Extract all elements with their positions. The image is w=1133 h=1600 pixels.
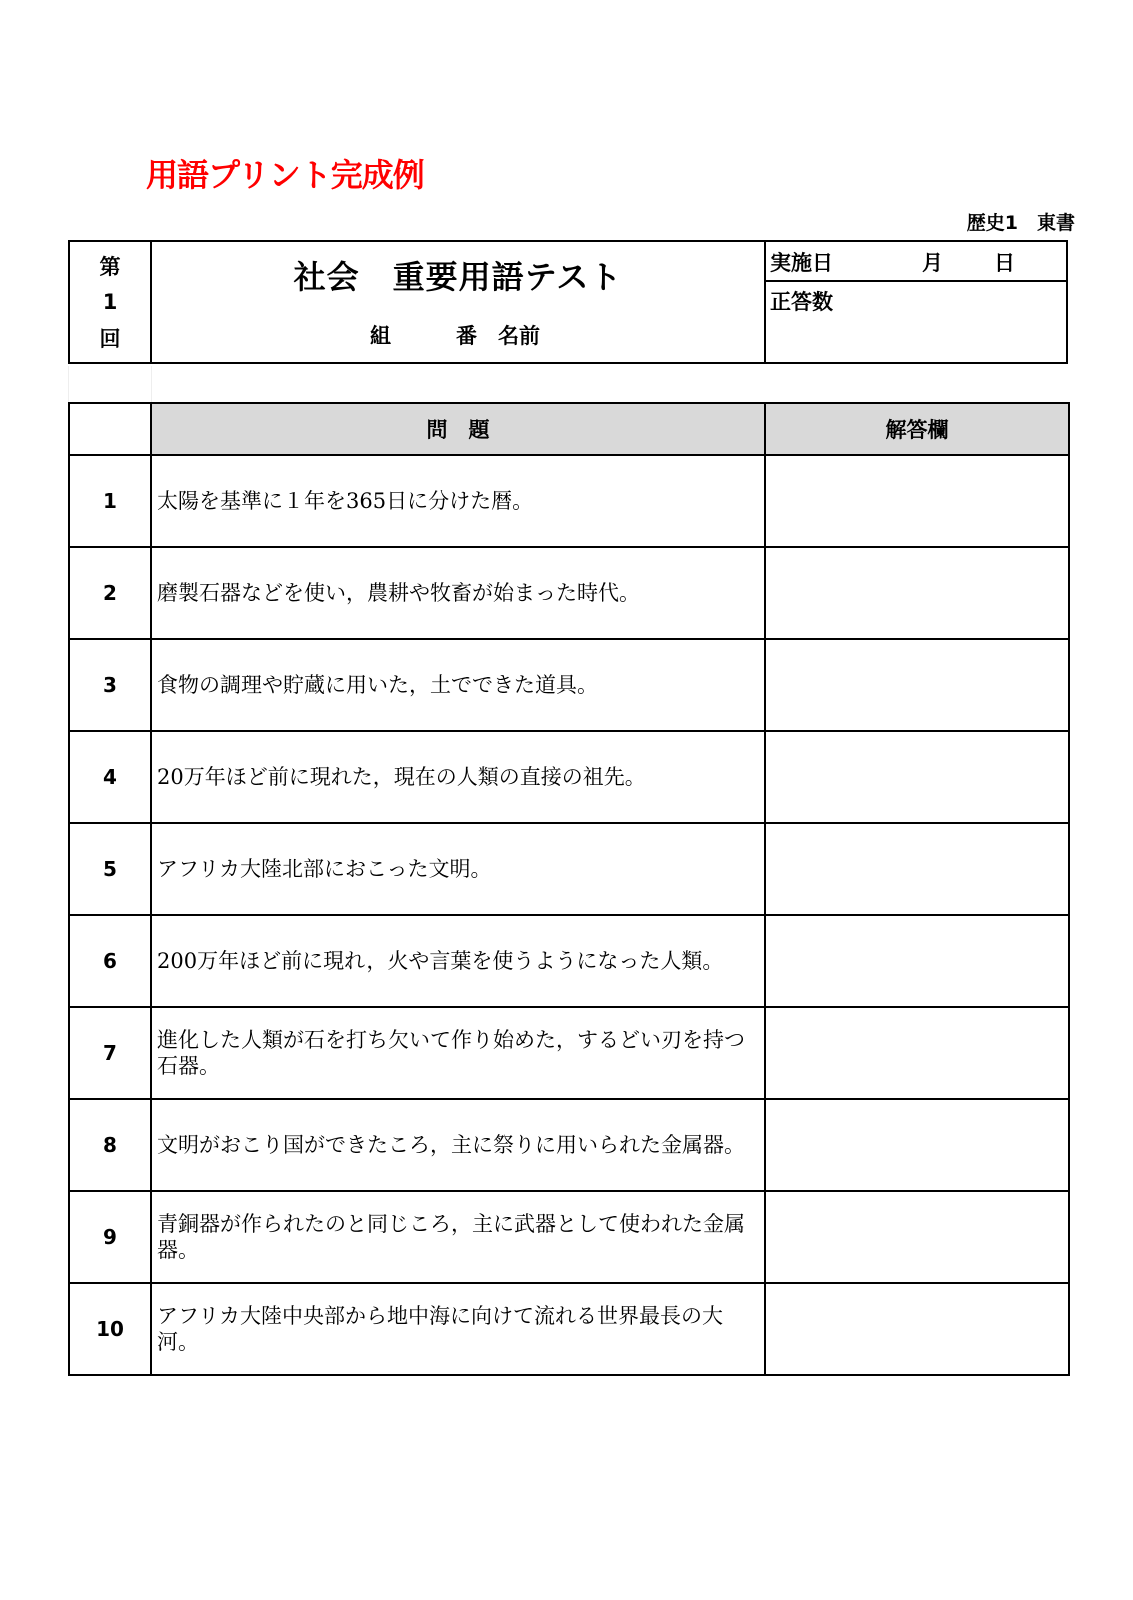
table-row xyxy=(69,1191,1069,1283)
question-rows xyxy=(69,455,1069,1375)
subject-tag: 歴史1 東書 xyxy=(966,212,1075,234)
day-label: 日 xyxy=(994,251,1015,275)
question-text: 進化した人類が石を打ち欠いて作り始めた，するどい刃を持つ石器。 xyxy=(151,1007,765,1099)
question-number: 2 xyxy=(69,547,151,639)
table-row xyxy=(69,639,1069,731)
test-title: 社会 重要用語テスト xyxy=(293,258,623,296)
number-label: 番 xyxy=(456,324,477,348)
name-label: 名前 xyxy=(498,324,540,348)
answer-cell[interactable] xyxy=(765,1191,1069,1283)
table-row xyxy=(69,1099,1069,1191)
round-number: 1 xyxy=(102,289,118,314)
question-table xyxy=(68,402,1070,1376)
table-row xyxy=(69,915,1069,1007)
month-label: 月 xyxy=(922,251,943,275)
answer-cell[interactable] xyxy=(765,639,1069,731)
question-text: 20万年ほど前に現れた，現在の人類の直接の祖先。 xyxy=(151,731,765,823)
answer-cell[interactable] xyxy=(765,455,1069,547)
answer-cell[interactable] xyxy=(765,915,1069,1007)
table-row xyxy=(69,731,1069,823)
test-header xyxy=(68,240,1068,364)
number-column-header xyxy=(69,403,151,455)
question-text: アフリカ大陸北部におこった文明。 xyxy=(151,823,765,915)
question-number: 3 xyxy=(69,639,151,731)
question-text: 磨製石器などを使い，農耕や牧畜が始まった時代。 xyxy=(151,547,765,639)
question-number: 9 xyxy=(69,1191,151,1283)
question-number: 8 xyxy=(69,1099,151,1191)
question-text: 太陽を基準に１年を365日に分けた暦。 xyxy=(151,455,765,547)
table-row xyxy=(69,547,1069,639)
answer-cell[interactable] xyxy=(765,1099,1069,1191)
score-label: 正答数 xyxy=(770,290,833,314)
question-text: 200万年ほど前に現れ，火や言葉を使うようになった人類。 xyxy=(151,915,765,1007)
date-row xyxy=(766,242,1066,282)
question-text: 青銅器が作られたのと同じころ，主に武器として使われた金属器。 xyxy=(151,1191,765,1283)
spacer-strip xyxy=(68,366,152,402)
answer-column-header: 解答欄 xyxy=(765,403,1069,455)
question-number: 1 xyxy=(69,455,151,547)
answer-cell[interactable] xyxy=(765,731,1069,823)
table-row xyxy=(69,455,1069,547)
question-number: 6 xyxy=(69,915,151,1007)
print-title-banner: 用語プリント完成例 xyxy=(146,156,424,194)
question-column-header: 問 題 xyxy=(151,403,765,455)
round-label-bottom: 回 xyxy=(99,327,121,352)
title-cell xyxy=(152,242,766,362)
question-number: 10 xyxy=(69,1283,151,1375)
question-number: 4 xyxy=(69,731,151,823)
question-number: 5 xyxy=(69,823,151,915)
question-text: アフリカ大陸中央部から地中海に向けて流れる世界最長の大河。 xyxy=(151,1283,765,1375)
question-text: 文明がおこり国ができたころ，主に祭りに用いられた金属器。 xyxy=(151,1099,765,1191)
question-number: 7 xyxy=(69,1007,151,1099)
class-label: 組 xyxy=(370,324,391,348)
answer-cell[interactable] xyxy=(765,1007,1069,1099)
table-row xyxy=(69,1283,1069,1375)
table-row xyxy=(69,1007,1069,1099)
date-label: 実施日 xyxy=(770,251,833,275)
answer-cell[interactable] xyxy=(765,1283,1069,1375)
answer-cell[interactable] xyxy=(765,823,1069,915)
answer-cell[interactable] xyxy=(765,547,1069,639)
question-text: 食物の調理や貯蔵に用いた，土でできた道具。 xyxy=(151,639,765,731)
table-header-row xyxy=(69,403,1069,455)
table-row xyxy=(69,823,1069,915)
round-label-top: 第 xyxy=(99,254,121,279)
date-score-cell xyxy=(766,242,1066,362)
round-cell xyxy=(70,242,152,362)
